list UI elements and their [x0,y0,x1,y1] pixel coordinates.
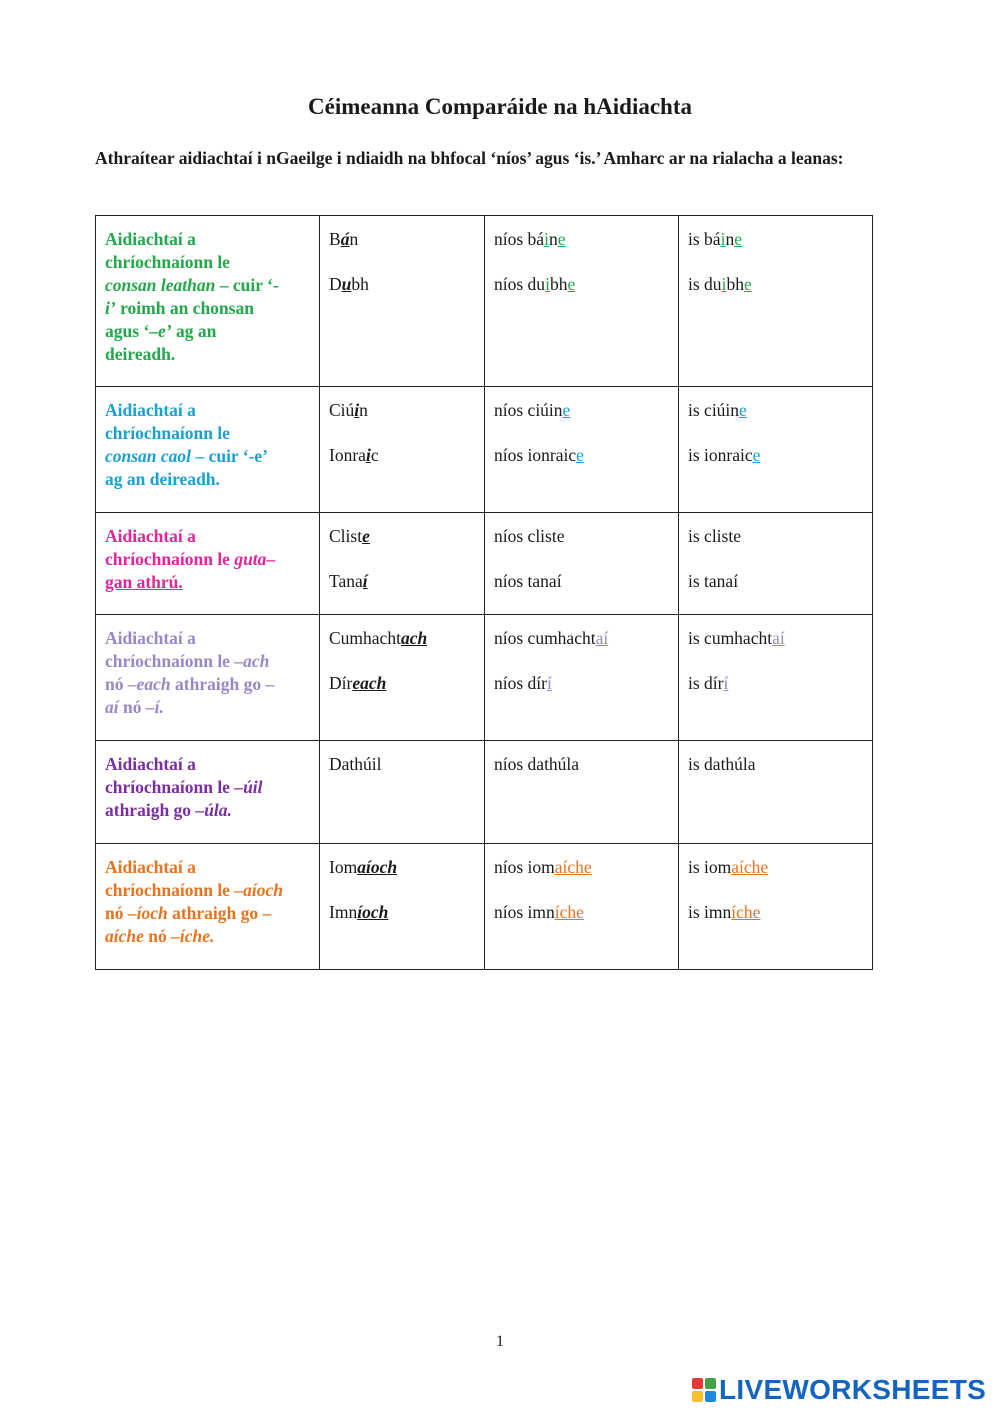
text-run: aíche [731,857,769,877]
nios-form [494,399,669,422]
rule-line [105,399,310,422]
page-title: Céimeanna Comparáide na hAidiachta [308,94,692,119]
text-run: is cumhacht [688,628,773,648]
text-run: aíche [554,857,592,877]
text-run: consan caol [105,446,192,466]
text-run: aí [105,697,119,717]
rule-line [105,274,310,297]
text-run: e [567,274,576,294]
text-run: Cumhacht [329,628,401,648]
text-run: Aidiachtaí a [105,754,196,774]
text-run: u [341,274,352,294]
rule-line [105,422,310,445]
text-run: athraigh go – [167,903,272,923]
adjective-word [329,273,475,296]
rule-cell [96,741,320,844]
text-run: is ciúin [688,400,740,420]
nios-form [494,525,669,548]
is-form [688,570,863,593]
text-run: consan leathan [105,275,216,295]
nios-form-cell [485,615,679,741]
nios-form [494,627,669,650]
text-run: bh [726,274,744,294]
text-run: Iom [329,857,358,877]
is-form [688,525,863,548]
adjective-cell [320,741,485,844]
text-run: níos ionraic [494,445,577,465]
adjective-cell [320,844,485,970]
text-run: e [557,229,566,249]
text-run: is cliste [688,526,741,546]
text-run: –aíoch [234,880,283,900]
text-run: c [370,445,379,465]
rule-line [105,799,310,822]
intro-paragraph: Athraítear aidiachtaí i nGaeilge i ndiaidh na bhfocal ‘níos’ agus ‘is.’ Amharc ar na rialacha a leanas: [95,148,844,168]
is-form-cell [679,216,873,387]
text-run: níos bá [494,229,545,249]
nios-form [494,570,669,593]
text-run: níos du [494,274,546,294]
text-run: B [329,229,341,249]
text-run: Aidiachtaí a [105,628,196,648]
text-run: – cuir ‘-e’ [191,446,269,466]
text-run: í [547,673,552,693]
is-form-cell [679,387,873,513]
rule-line [105,902,310,925]
text-run: í [362,571,368,591]
text-run: bh [549,274,568,294]
text-run: is imn [688,902,732,922]
text-run: aí [772,628,785,648]
text-run: is tanaí [688,571,739,591]
text-run: is dathúla [688,754,756,774]
text-run: níos tanaí [494,571,562,591]
rule-cell [96,387,320,513]
liveworksheets-logo [692,1374,986,1406]
rule-line [105,228,310,251]
is-form [688,901,863,924]
text-run: agus ‘ [105,321,150,341]
adjective-cell [320,216,485,387]
adjective-word [329,444,475,467]
text-run: Imn [329,902,358,922]
text-run: –úla. [195,800,232,820]
nios-form-cell [485,844,679,970]
text-run: níos dathúla [494,754,580,774]
rule-line [105,879,310,902]
text-run: Aidiachtaí a [105,400,196,420]
text-run: gan athrú. [105,572,183,592]
text-run: i [720,229,726,249]
adjective-cell [320,615,485,741]
rule-line [105,673,310,696]
text-run: nó [118,697,146,717]
adjective-word [329,570,475,593]
nios-form-cell [485,216,679,387]
is-form [688,856,863,879]
is-form [688,399,863,422]
is-form-cell [679,615,873,741]
text-run: bh [351,274,369,294]
text-run: níos ciúin [494,400,563,420]
text-run: níos dír [494,673,547,693]
is-form-cell [679,844,873,970]
text-run: is bá [688,229,721,249]
text-run: –í. [145,697,164,717]
text-run: is dír [688,673,724,693]
text-run: –ach [234,651,270,671]
adjective-cell [320,387,485,513]
text-run: e [734,229,742,249]
text-run: Dír [329,673,353,693]
text-run: –íche. [171,926,215,946]
text-run: chríochnaíonn le [105,651,235,671]
rule-line [105,343,310,366]
table-row [96,387,873,513]
text-run: chríochnaíonn le [105,252,230,272]
text-run: e [362,526,370,546]
nios-form [494,901,669,924]
text-run: níos iom [494,857,555,877]
text-run: roimh an chonsan [115,298,254,318]
text-run: Aidiachtaí a [105,229,196,249]
adjective-word [329,525,475,548]
table-row [96,513,873,615]
nios-form [494,273,669,296]
table-row [96,615,873,741]
text-run: athraigh go [105,800,196,820]
adjective-word [329,856,475,879]
liveworksheets-logo-icon [692,1378,716,1402]
rule-line [105,571,310,594]
adjective-word [329,627,475,650]
text-run: e [743,274,752,294]
text-run: ach [400,628,428,648]
text-run: n [359,400,368,420]
text-run: i [365,445,371,465]
text-run: nó [143,926,172,946]
rule-line [105,445,310,468]
rule-line [105,525,310,548]
is-form [688,273,863,296]
adjective-word [329,399,475,422]
rule-line [105,320,310,343]
text-run: chríochnaíonn le [105,880,235,900]
rule-line [105,468,310,491]
rule-cell [96,844,320,970]
text-run: níos cliste [494,526,565,546]
adjective-word [329,753,475,776]
is-form [688,672,863,695]
adjective-word [329,228,475,251]
text-run: í [723,673,729,693]
nios-form-cell [485,741,679,844]
is-form [688,627,863,650]
text-run: nó [105,674,128,694]
text-run: e [562,400,571,420]
text-run: á [340,229,350,249]
nios-form-cell [485,387,679,513]
text-run: i [721,274,727,294]
text-run: guta [234,549,267,569]
text-run: íche [731,902,761,922]
text-run: –e’ [149,321,172,341]
text-run: chríochnaíonn le [105,777,235,797]
is-form-cell [679,513,873,615]
text-run: i [544,229,549,249]
text-run: –each [127,674,171,694]
text-run: each [352,673,387,693]
text-run: Ionra [329,445,366,465]
rule-line [105,856,310,879]
nios-form [494,672,669,695]
text-run: is ionraic [688,445,753,465]
text-run: ag an [171,321,217,341]
text-run: i [354,400,360,420]
rule-line [105,297,310,320]
text-run: Clist [329,526,363,546]
rule-line [105,251,310,274]
text-run: Aidiachtaí a [105,857,196,877]
text-run: is du [688,274,722,294]
text-run: íoch [357,902,389,922]
adjective-word [329,901,475,924]
rule-cell [96,615,320,741]
text-run: n [725,229,735,249]
text-run: –íoch [127,903,168,923]
rule-line [105,696,310,719]
nios-form [494,444,669,467]
text-run: e [576,445,584,465]
adjective-word [329,672,475,695]
rule-line [105,925,310,948]
nios-form [494,856,669,879]
rule-line [105,548,310,571]
nios-form [494,228,669,251]
rule-cell [96,513,320,615]
text-run: –úil [234,777,263,797]
rule-line [105,776,310,799]
adjective-cell [320,513,485,615]
is-form [688,228,863,251]
rule-line [105,753,310,776]
text-run: e [752,445,761,465]
liveworksheets-wordmark: LIVEWORKSHEETS [719,1374,987,1405]
nios-form-cell [485,513,679,615]
text-run: chríochnaíonn le [105,549,235,569]
text-run: i [545,274,550,294]
text-run: deireadh. [105,344,176,364]
text-run: n [548,229,558,249]
text-run: Ciú [329,400,355,420]
text-run: n [349,229,359,249]
text-run: Tana [329,571,363,591]
is-form [688,444,863,467]
rule-line [105,650,310,673]
text-run: e [739,400,747,420]
is-form [688,753,863,776]
text-run: i’ [105,298,116,318]
text-run: athraigh go – [170,674,275,694]
text-run: aíoch [357,857,398,877]
text-run: is iom [688,857,732,877]
page-number: 1 [496,1333,504,1350]
text-run: nó [105,903,128,923]
text-run: chríochnaíonn le [105,423,230,443]
nios-form [494,753,669,776]
rule-cell [96,216,320,387]
rule-line [105,627,310,650]
comparison-rules-table [95,215,873,970]
text-run: níos imn [494,902,555,922]
text-run: Aidiachtaí a [105,526,196,546]
text-run: – cuir ‘- [215,275,279,295]
text-run: aí [595,628,609,648]
text-run: Dathúil [329,754,382,774]
text-run: D [329,274,342,294]
text-run: aíche [105,926,144,946]
is-form-cell [679,741,873,844]
table-row [96,216,873,387]
text-run: ag an deireadh. [105,469,220,489]
text-run: níos cumhacht [494,628,596,648]
text-run: – [266,549,276,569]
text-run: íche [554,902,584,922]
table-row [96,844,873,970]
table-row [96,741,873,844]
